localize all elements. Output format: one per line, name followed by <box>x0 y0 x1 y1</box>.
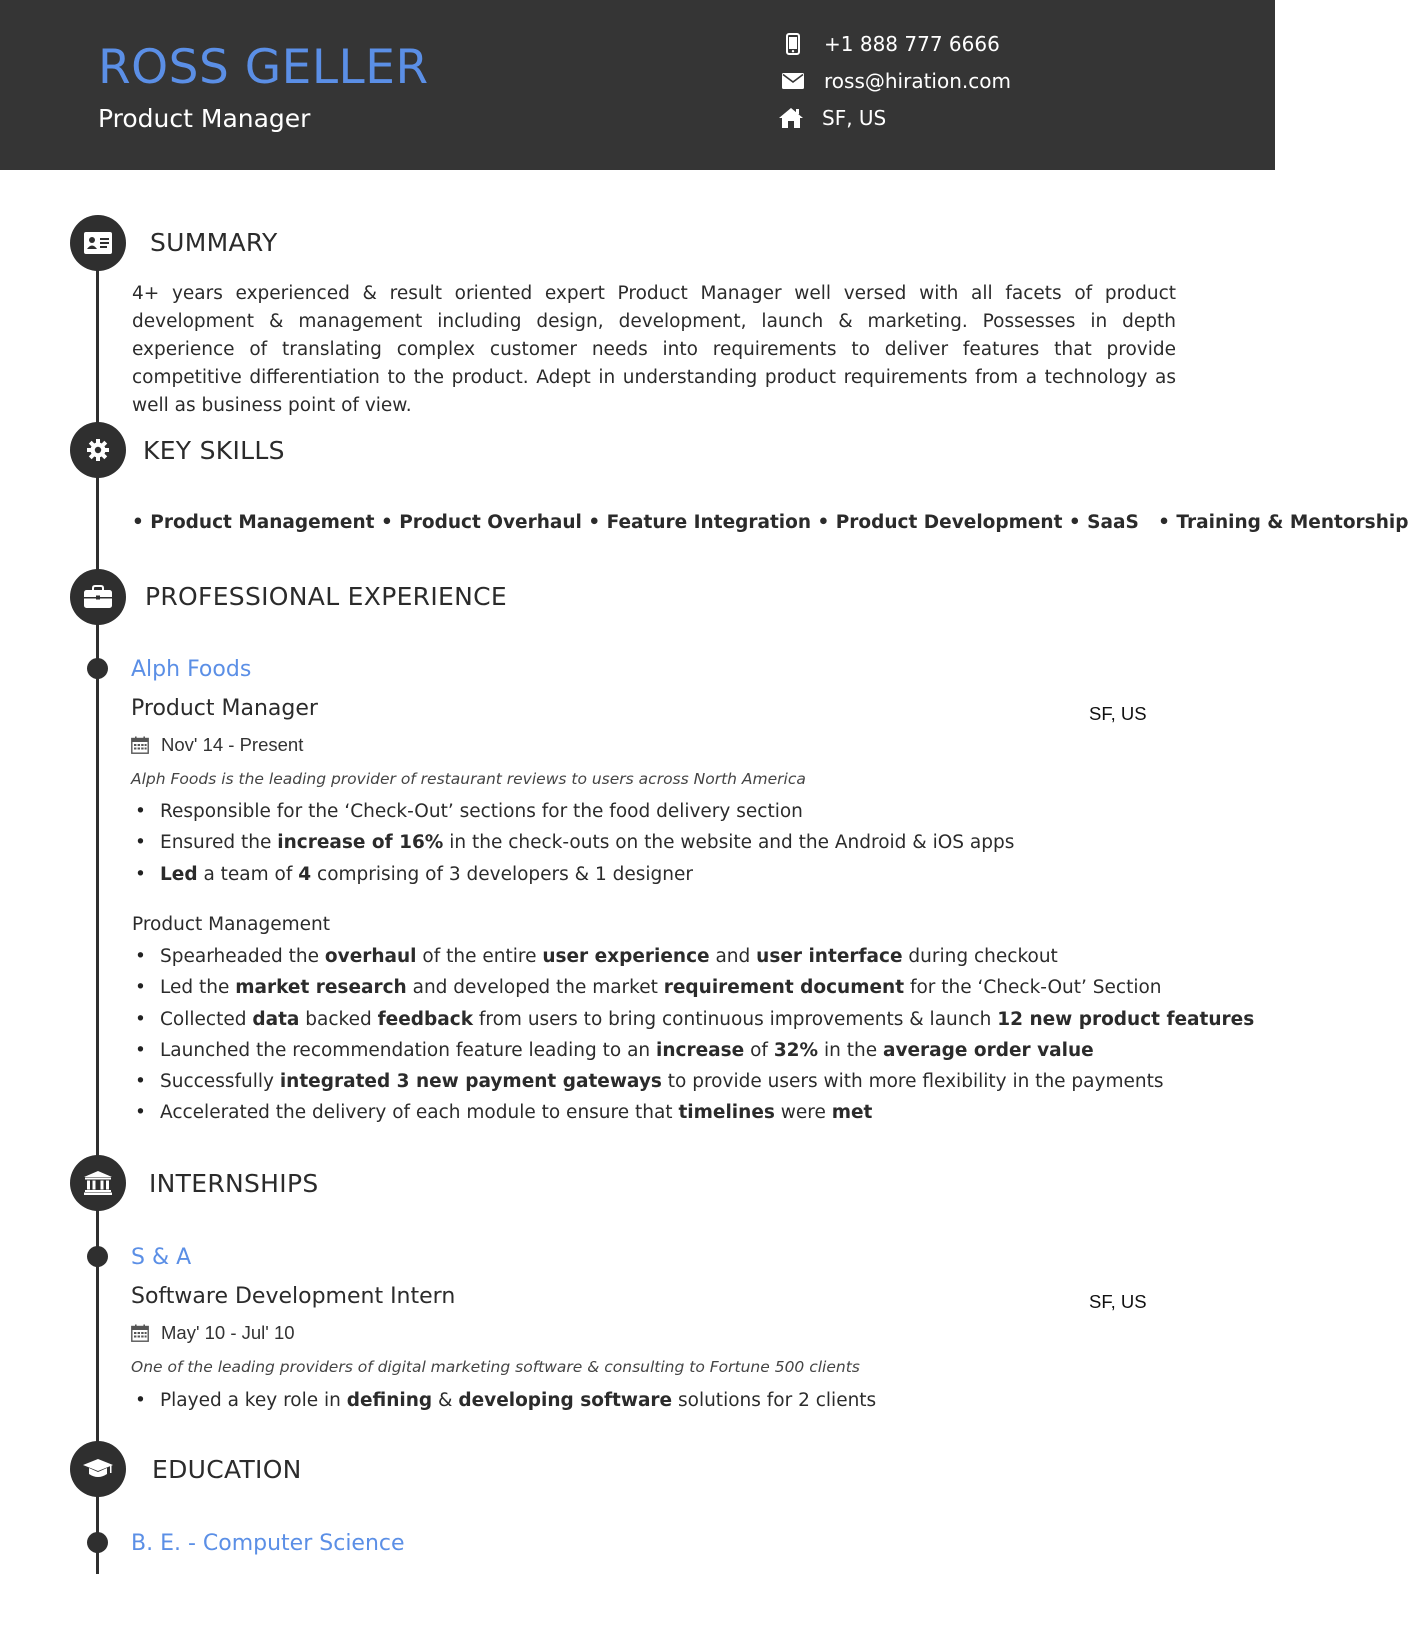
candidate-name: ROSS GELLER <box>98 40 429 95</box>
skills-list <box>132 512 1408 533</box>
bullet-text: of <box>744 1039 774 1061</box>
bullet-emphasis: defining <box>346 1390 433 1411</box>
bullet-text: Spearheaded the <box>160 946 325 967</box>
subheading: Product Management <box>132 914 330 935</box>
bullet-emphasis: met <box>831 1102 873 1124</box>
gear-icon <box>70 422 126 478</box>
job-title: Software Development Intern <box>131 1284 456 1309</box>
experience-bullets <box>132 796 1014 890</box>
phone-icon <box>778 32 808 56</box>
section-title-education: EDUCATION <box>152 1455 302 1484</box>
company-description: Alph Foods is the leading provider of restaurant reviews to users across North America <box>131 770 806 788</box>
briefcase-icon <box>70 569 126 625</box>
skill-item: Feature Integration <box>606 512 812 533</box>
bullet-item <box>132 827 1014 858</box>
bullet-text: backed <box>299 1008 378 1030</box>
company-name: S & A <box>131 1245 192 1270</box>
bullet-text: to provide users with more flexibility in the payments <box>661 1071 1164 1093</box>
bullet-text: of the entire <box>416 946 543 967</box>
phone-number: +1 888 777 6666 <box>824 32 1000 56</box>
timeline-dot <box>87 1246 108 1267</box>
bullet-item <box>132 859 1014 890</box>
section-title-experience: PROFESSIONAL EXPERIENCE <box>145 582 507 611</box>
bullet-emphasis: 32% <box>773 1039 819 1061</box>
bullet-text: solutions for 2 clients <box>672 1390 877 1411</box>
job-dates <box>131 734 303 756</box>
bullet-item <box>132 941 1254 972</box>
bullet-item <box>132 1097 1254 1128</box>
internship-bullets <box>132 1385 876 1416</box>
bullet-emphasis: overhaul <box>324 946 417 967</box>
skill-item: Training & Mentorship <box>1176 512 1408 533</box>
bullet-text: for the ‘Check-Out’ Section <box>904 977 1162 999</box>
bullet-emphasis: 12 new product features <box>997 1008 1255 1030</box>
job-dates <box>131 1322 295 1344</box>
degree-name: B. E. - Computer Science <box>131 1531 405 1556</box>
envelope-icon <box>778 69 808 93</box>
skill-item: Product Management <box>150 512 375 533</box>
bullet-emphasis: increase of 16% <box>277 832 444 854</box>
bullet-text: a team of <box>197 863 299 885</box>
bullet-emphasis: user interface <box>756 946 903 967</box>
bullet-emphasis: increase <box>656 1039 745 1061</box>
id-card-icon <box>70 215 126 271</box>
calendar-icon <box>131 1324 149 1342</box>
bullet-text: comprising of 3 developers & 1 designer <box>311 863 693 885</box>
skill-bullet: • <box>380 512 400 533</box>
candidate-role: Product Manager <box>98 104 311 133</box>
resume-header <box>0 0 1275 170</box>
job-title: Product Manager <box>131 696 318 721</box>
bank-icon <box>70 1155 126 1211</box>
bullet-text: Collected <box>160 1008 253 1030</box>
bullet-emphasis: requirement document <box>663 977 905 999</box>
bullet-text: during checkout <box>902 946 1058 967</box>
bullet-item <box>132 972 1254 1003</box>
bullet-text: were <box>774 1102 832 1124</box>
section-title-key-skills: KEY SKILLS <box>143 436 285 465</box>
bullet-text: in the <box>818 1039 883 1061</box>
bullet-emphasis: Led <box>160 863 198 885</box>
company-name: Alph Foods <box>131 657 252 682</box>
skill-item: SaaS <box>1087 512 1139 533</box>
bullet-item <box>132 1385 876 1416</box>
bullet-emphasis: feedback <box>377 1008 473 1030</box>
home-icon <box>776 106 806 130</box>
graduation-cap-icon <box>70 1441 126 1497</box>
bullet-item <box>132 1004 1254 1035</box>
contact-phone <box>778 32 1000 56</box>
bullet-text: Ensured the <box>160 832 278 854</box>
bullet-emphasis: data <box>252 1008 300 1030</box>
email-address: ross@hiration.com <box>824 69 1011 93</box>
bullet-text: Accelerated the delivery of each module to ensure that <box>160 1102 679 1124</box>
date-range: Nov' 14 - Present <box>161 734 304 755</box>
calendar-icon <box>131 736 149 754</box>
bullet-emphasis: average order value <box>882 1039 1094 1061</box>
bullet-text: from users to bring continuous improvements & launch <box>473 1008 998 1030</box>
bullet-text: and developed the market <box>406 977 664 999</box>
bullet-item <box>132 1035 1254 1066</box>
skill-bullet: • <box>817 512 836 533</box>
bullet-emphasis: 4 <box>298 863 312 885</box>
skill-bullet: • <box>132 512 151 533</box>
summary-text: 4+ years experienced & result oriented expert Product Manager well versed with all facets of product development & management including design, development, launch & marketing. Possesses in depth experience of translating complex customer needs into requirements to deliver features that provide competitive differentiation to the product. Adept in understanding product requirements from a technology as well as business point of view. <box>132 283 1176 416</box>
bullet-emphasis: timelines <box>678 1102 775 1124</box>
skill-bullet: • <box>588 512 607 533</box>
timeline-dot <box>87 1532 108 1553</box>
bullet-text: & <box>432 1390 459 1411</box>
bullet-text: Launched the recommendation feature leading to an <box>160 1039 657 1061</box>
bullet-text: and <box>709 946 757 967</box>
contact-location <box>776 106 886 130</box>
bullet-emphasis: user experience <box>542 946 710 967</box>
location-text: SF, US <box>822 106 887 130</box>
job-location: SF, US <box>1089 1291 1147 1312</box>
bullet-emphasis: market research <box>235 977 407 999</box>
timeline-dot <box>87 658 108 679</box>
bullet-text: Led the <box>160 977 236 999</box>
skill-bullet: • <box>1145 512 1177 533</box>
skill-item: Product Development <box>835 512 1063 533</box>
section-title-internships: INTERNSHIPS <box>149 1169 319 1198</box>
bullet-text: Successfully <box>160 1071 280 1093</box>
bullet-text: Played a key role in <box>160 1390 347 1411</box>
job-location: SF, US <box>1089 703 1147 724</box>
bullet-text: in the check-outs on the website and the Android & iOS apps <box>443 832 1015 854</box>
bullet-text: Responsible for the ‘Check-Out’ sections for the food delivery section <box>160 801 803 822</box>
contact-email <box>778 69 1011 93</box>
bullet-item <box>132 1066 1254 1097</box>
product-management-bullets <box>132 941 1254 1129</box>
company-description: One of the leading providers of digital marketing software & consulting to Fortune 500 clients <box>131 1358 860 1376</box>
section-title-summary: SUMMARY <box>150 228 278 257</box>
date-range: May' 10 - Jul' 10 <box>161 1322 295 1343</box>
bullet-item <box>132 796 1014 827</box>
bullet-emphasis: integrated 3 new payment gateways <box>279 1071 662 1093</box>
bullet-emphasis: developing software <box>458 1390 673 1411</box>
skill-item: Product Overhaul <box>399 512 582 533</box>
skill-bullet: • <box>1068 512 1088 533</box>
